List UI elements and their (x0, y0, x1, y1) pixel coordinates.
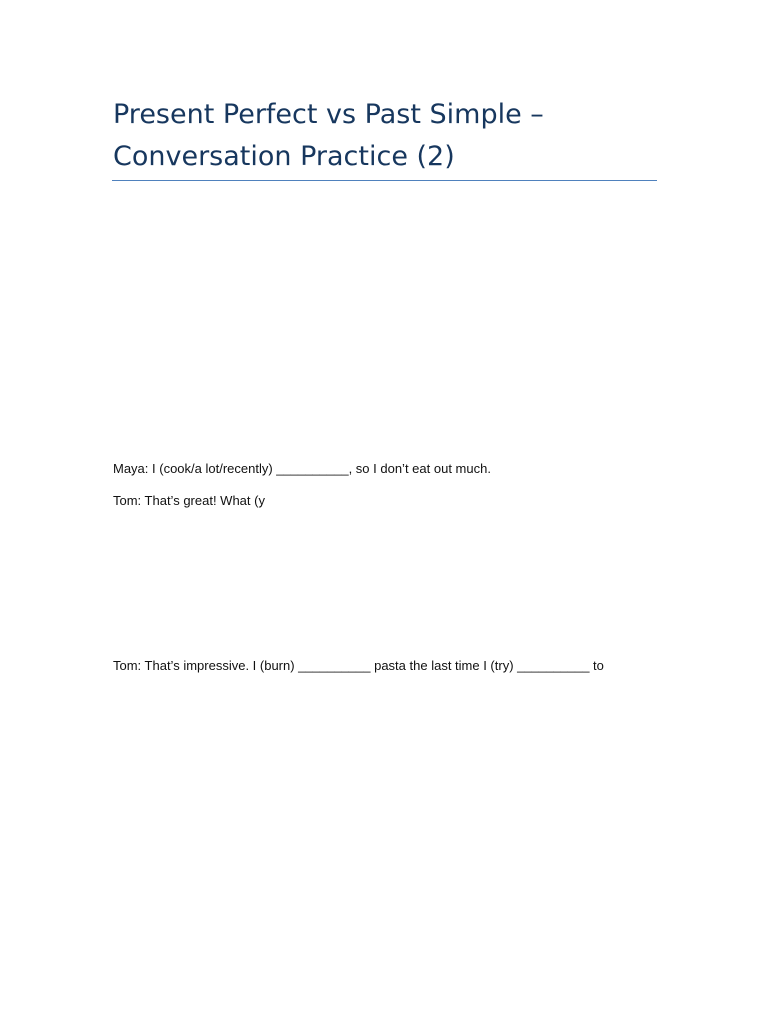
dialogue-line-maya: Maya: I (cook/a lot/recently) __________, so I don’t eat out much. (113, 461, 491, 476)
title-divider (112, 180, 657, 181)
dialogue-line-tom-2: Tom: That’s impressive. I (burn) __________ pasta the last time I (try) __________ to (113, 658, 604, 673)
dialogue-line-tom-1: Tom: That’s great! What (y (113, 493, 265, 508)
page-title: Present Perfect vs Past Simple – Conversation Practice (2) (113, 99, 544, 172)
